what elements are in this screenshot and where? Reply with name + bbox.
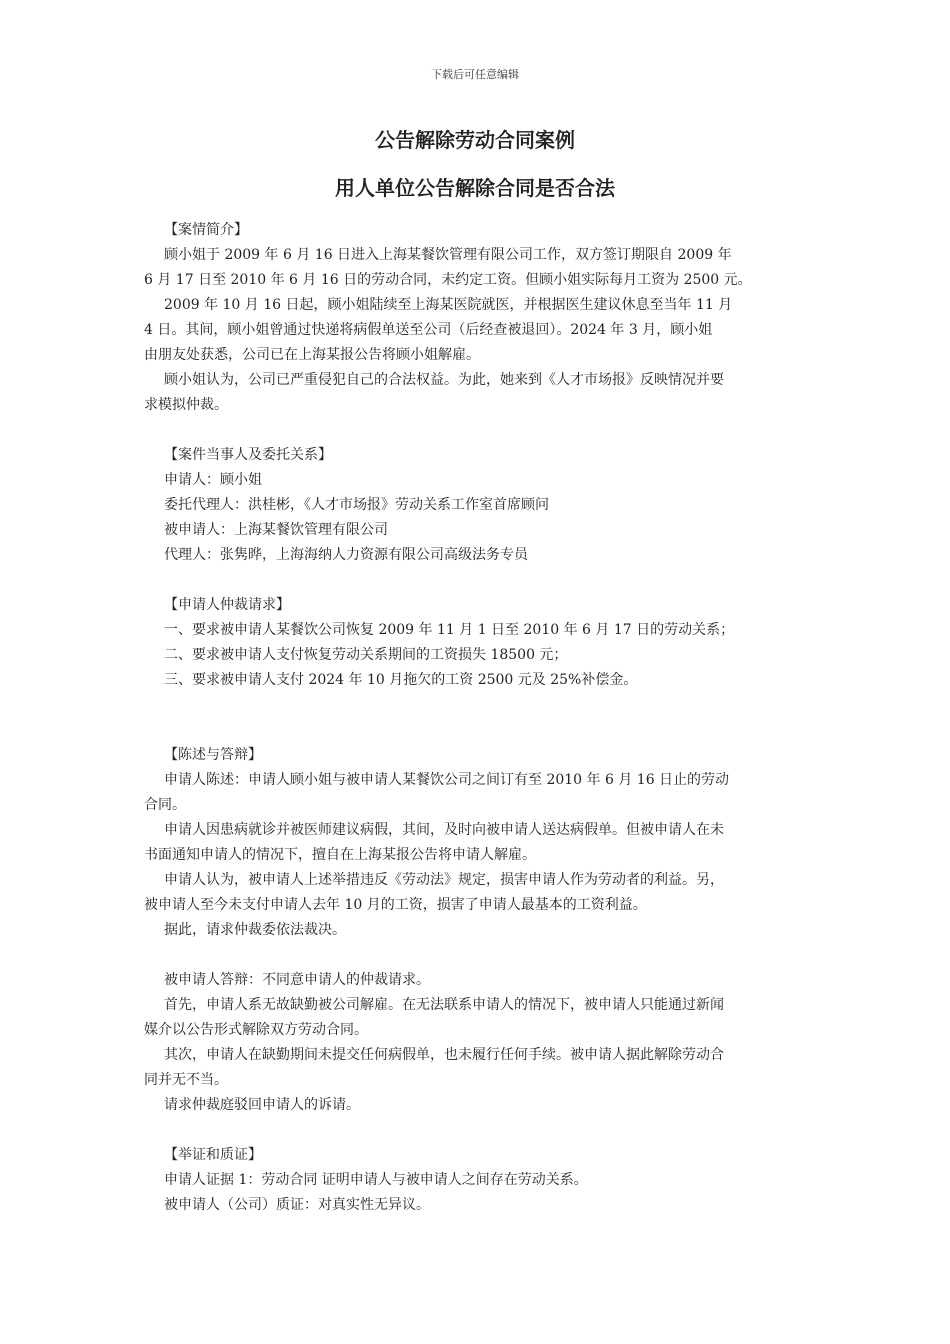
paragraph-line: 被申请人：上海某餐饮管理有限公司	[164, 522, 388, 538]
document-title: 公告解除劳动合同案例	[375, 128, 575, 152]
blank-line	[144, 568, 808, 593]
section-heading: 【案件当事人及委托关系】	[164, 447, 332, 463]
paragraph-line: 首先，申请人系无故缺勤被公司解雇。在无法联系申请人的情况下，被申请人只能通过新闻	[164, 997, 724, 1013]
document-body	[144, 218, 808, 1218]
blank-line	[144, 718, 808, 743]
paragraph-line: 媒介以公告形式解除双方劳动合同。	[144, 1022, 368, 1038]
document-subtitle: 用人单位公告解除合同是否合法	[335, 176, 615, 200]
section-heading: 【申请人仲裁请求】	[164, 597, 290, 613]
blank-line	[144, 418, 808, 443]
paragraph-line: 其次，申请人在缺勤期间未提交任何病假单，也未履行任何手续。被申请人据此解除劳动合	[164, 1047, 724, 1063]
paragraph-line: 申请人认为，被申请人上述举措违反《劳动法》规定，损害申请人作为劳动者的利益。另，	[164, 872, 724, 888]
paragraph-line: 申请人陈述：申请人顾小姐与被申请人某餐饮公司之间订有至 2010 年 6 月 16 日止的劳动	[164, 772, 730, 788]
paragraph-line: 由朋友处获悉，公司已在上海某报公告将顾小姐解雇。	[144, 347, 480, 363]
paragraph-line: 书面通知申请人的情况下，擅自在上海某报公告将申请人解雇。	[144, 847, 536, 863]
paragraph-line: 请求仲裁庭驳回申请人的诉请。	[164, 1097, 360, 1113]
paragraph-line: 二、要求被申请人支付恢复劳动关系期间的工资损失 18500 元；	[164, 647, 568, 663]
paragraph-line: 顾小姐于 2009 年 6 月 16 日进入上海某餐饮管理有限公司工作，双方签订期限自 2009 年	[164, 247, 732, 263]
paragraph-line: 求模拟仲裁。	[144, 397, 228, 413]
paragraph-line: 三、要求被申请人支付 2024 年 10 月拖欠的工资 2500 元及 25%补偿金。	[164, 672, 638, 688]
blank-line	[144, 1118, 808, 1143]
paragraph-line: 一、要求被申请人某餐饮公司恢复 2009 年 11 月 1 日至 2010 年 6 月 17 日的劳动关系；	[164, 622, 735, 638]
paragraph-line: 顾小姐认为，公司已严重侵犯自己的合法权益。为此，她来到《人才市场报》反映情况并要	[164, 372, 724, 388]
section-heading: 【案情简介】	[164, 222, 248, 238]
blank-line	[144, 693, 808, 718]
section-heading: 【陈述与答辩】	[164, 747, 262, 763]
paragraph-line: 申请人：顾小姐	[164, 472, 262, 488]
paragraph-line: 申请人证据 1：劳动合同 证明申请人与被申请人之间存在劳动关系。	[164, 1172, 588, 1188]
paragraph-line: 申请人因患病就诊并被医师建议病假，其间，及时向被申请人送达病假单。但被申请人在未	[164, 822, 724, 838]
paragraph-line: 同并无不当。	[144, 1072, 228, 1088]
blank-line	[144, 943, 808, 968]
paragraph-line: 据此，请求仲裁委依法裁决。	[164, 922, 346, 938]
paragraph-line: 被申请人答辩：不同意申请人的仲裁请求。	[164, 972, 430, 988]
paragraph-line: 代理人：张隽晔，上海海纳人力资源有限公司高级法务专员	[164, 547, 528, 563]
paragraph-line: 4 日。其间，顾小姐曾通过快递将病假单送至公司（后经查被退回）。2024 年 3 月，顾小姐	[144, 322, 713, 338]
paragraph-line: 委托代理人：洪桂彬，《人才市场报》劳动关系工作室首席顾问	[164, 497, 549, 513]
paragraph-line: 6 月 17 日至 2010 年 6 月 16 日的劳动合同，未约定工资。但顾小姐实际每月工资为 2500 元。	[144, 272, 752, 288]
paragraph-line: 合同。	[144, 797, 186, 813]
paragraph-line: 被申请人（公司）质证：对真实性无异议。	[164, 1197, 430, 1213]
paragraph-line: 2009 年 10 月 16 日起，顾小姐陆续至上海某医院就医，并根据医生建议休息至当年 11 月	[164, 297, 733, 313]
paragraph-line: 被申请人至今未支付申请人去年 10 月的工资，损害了申请人最基本的工资利益。	[144, 897, 647, 913]
page-header: 下载后可任意编辑	[431, 68, 519, 81]
section-heading: 【举证和质证】	[164, 1147, 262, 1163]
